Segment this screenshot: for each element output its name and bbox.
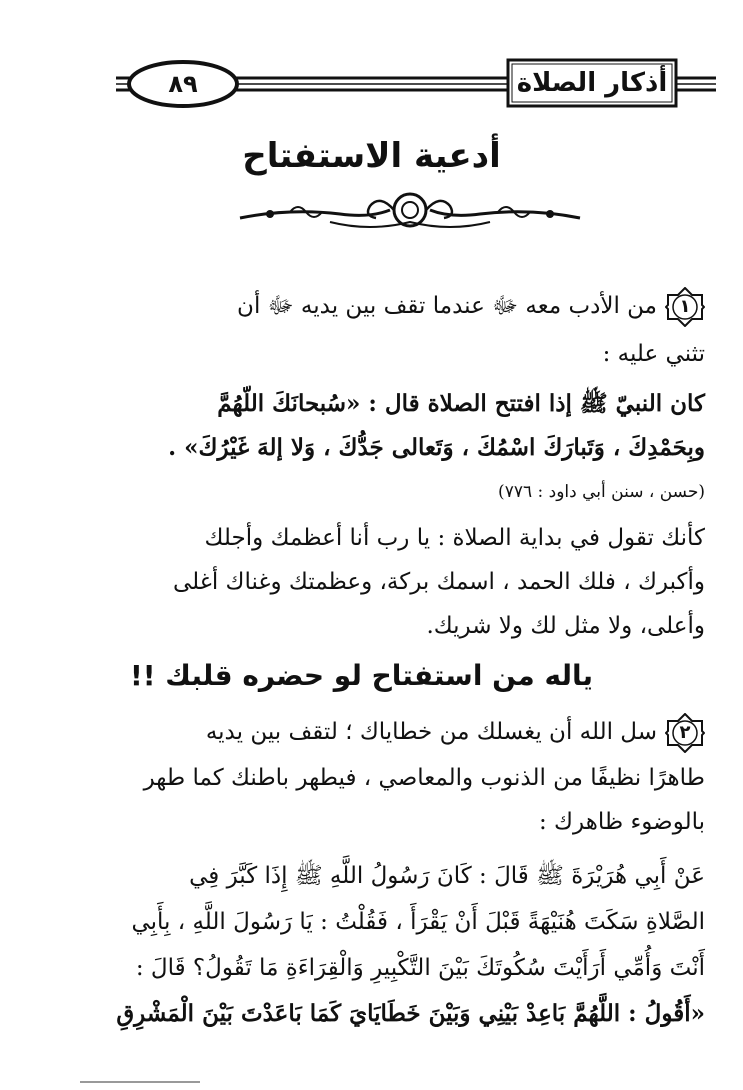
hadith2-line4: «أَقُولُ : اللَّهُمَّ بَاعِدْ بَيْنِي وَبَيْنَ خَطَايَايَ كَمَا بَاعَدْتَ بَيْنَ الْمَشْرِقِ — [116, 1000, 705, 1027]
explain-line2: وأكبرك ، فلك الحمد ، اسمك بركة، وعظمتك وغناك أغلى — [173, 569, 705, 595]
section1-text-line1: من الأدب معه ﷻ عندما تقف بين يديه ﷻ أن — [237, 293, 657, 319]
section2-line3: بالوضوء ظاهرك : — [539, 809, 705, 835]
hadith2-line1: عَنْ أَبِي هُرَيْرَةَ ﷺ قَالَ : كَانَ رَسُولُ اللَّهِ ﷺ إِذَا كَبَّرَ فِي — [189, 863, 705, 889]
page-number: ٨٩ — [168, 70, 198, 98]
footer-rule — [80, 1078, 200, 1086]
hadith2-line2: الصَّلاةِ سَكَتَ هُنَيْهَةً قَبْلَ أَنْ يَقْرَأَ ، فَقُلْتُ : يَا رَسُولَ اللَّهِ ، بِأَبِي — [131, 909, 705, 935]
hadith1-line2: وبِحَمْدِكَ ، وَتَبارَكَ اسْمُكَ ، وَتَعالى جَدُّكَ ، وَلا إلهَ غَيْرُكَ» . — [168, 434, 705, 461]
explain-line3: وأعلى، ولا مثل لك ولا شريك. — [426, 613, 705, 639]
hadith2-line3: أَنْتَ وَأُمِّي أَرَأَيْتَ سُكُوتَكَ بَيْنَ التَّكْبِيرِ وَالْقِرَاءَةِ مَا تَقُولُ؟ قَالَ : — [135, 955, 705, 981]
explain-line1: كأنك تقول في بداية الصلاة : يا رب أنا أعظمك وأجلك — [204, 525, 705, 551]
section-number-badge — [665, 713, 705, 753]
ornament-divider-icon — [230, 188, 590, 232]
section2-line1 — [38, 712, 705, 753]
section1-line1 — [38, 286, 705, 327]
section-number: ٢ — [679, 722, 691, 743]
section-number: ١ — [679, 296, 691, 317]
section-title: أذكار الصلاة — [516, 68, 668, 98]
chapter-title: أدعية الاستفتاح — [242, 136, 501, 176]
exclamation-heading: ياله من استفتاح لو حضره قلبك !! — [130, 659, 593, 692]
hadith1-reference: (حسن ، سنن أبي داود : ٧٧٦) — [498, 482, 705, 502]
section-number-badge — [665, 287, 705, 327]
hadith1-line1: كان النبيّ ﷺ إذا افتتح الصلاة قال : «سُبحانَكَ اللّهُمَّ — [217, 390, 705, 417]
section2-text-line1: سل الله أن يغسلك من خطاياك ؛ لتقف بين يديه — [205, 719, 657, 745]
section2-line2: طاهرًا نظيفًا من الذنوب والمعاصي ، فيطهر باطنك كما طهر — [143, 765, 705, 791]
section1-line2: تثني عليه : — [602, 341, 705, 367]
